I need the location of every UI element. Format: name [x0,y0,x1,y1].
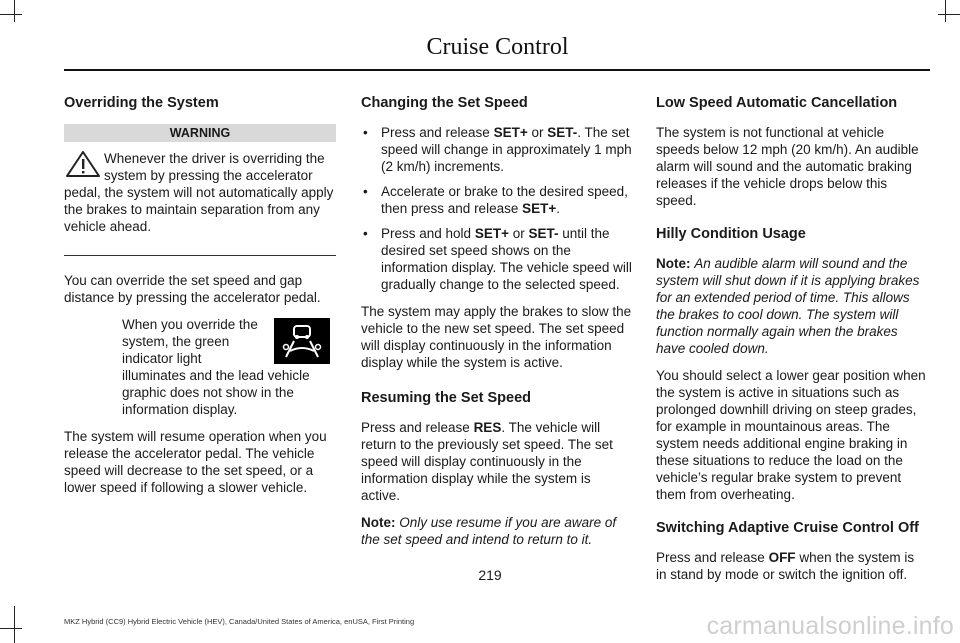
paragraph: The system is not functional at vehicle speeds below 12 mph (20 km/h). An audible alarm will sound and the automatic braking releases if the vehicle drops below this speed. [656,125,919,208]
note [361,514,633,548]
note [656,255,928,357]
paragraph: When you override the system, the green indicator light illuminates and the lead vehicle graphic does not show in the information display. [122,317,310,417]
column-1 [64,94,336,506]
crop-mark [0,628,22,629]
crop-mark [945,0,946,22]
edition-footer: MKZ Hybrid (CC9) Hybrid Electric Vehicle (HEV), Canada/United States of America, enUSA, First Printing [64,617,415,626]
button-label: OFF [768,550,796,565]
section-heading: Resuming the Set Speed [361,390,532,406]
section-heading: Hilly Condition Usage [656,226,806,242]
paragraph: The system may apply the brakes to slow the vehicle to the new set speed. The set speed will display continuously in the information display while the system is active. [361,304,632,370]
list-item [361,124,633,175]
header-rule [64,69,930,71]
button-label: SET+ [493,125,528,140]
watermark: carmanualsonline.info [706,612,954,640]
paragraph-text: when the system is in stand by mode or switch the ignition off. [656,550,915,582]
button-label: RES [473,420,502,435]
list-item [361,183,633,217]
bullet-text: or [508,226,529,241]
bullet-text: . The set speed will change in approximately 1 mph (2 km/h) increments. [381,125,632,174]
page-number: 219 [478,567,502,583]
crop-mark [0,14,22,15]
paragraph-text: Press and release [656,550,769,565]
paragraph-text: . The vehicle will return to the previously set speed. The set speed will display continuously in the information display while the system is active. [361,420,613,503]
bullet-text: . [556,201,560,216]
bullet-list [361,124,633,293]
warning-label: WARNING [64,124,336,142]
section-heading: Changing the Set Speed [361,95,528,111]
warning-box [64,150,336,245]
paragraph: The system will resume operation when you release the accelerator pedal. The vehicle speed will decrease to the set speed, or a lower speed if following a slower vehicle. [64,429,327,495]
column-2 [361,94,633,558]
list-item [361,225,633,293]
note-label: Note: [361,515,396,530]
warning-triangle-icon [64,150,102,178]
section-heading: Switching Adaptive Cruise Control Off [656,520,919,536]
button-label: SET+ [474,226,509,241]
crop-mark [938,14,960,15]
column-3 [656,94,928,593]
warning-divider [64,255,336,256]
button-label: SET+ [522,201,557,216]
bullet-text: Press and release [381,125,494,140]
paragraph [361,419,633,504]
note-label: Note: [656,256,691,271]
bullet-text: or [527,125,548,140]
bullet-text: Accelerate or brake to the desired speed, then press and release [381,184,628,216]
page-title: Cruise Control [426,34,569,60]
warning-text: Whenever the driver is overriding the system by pressing the accelerator pedal, the system will not automatically apply the brakes to maintain separation from any vehicle ahead. [64,151,334,234]
section-heading: Low Speed Automatic Cancellation [656,95,898,111]
paragraph-text: Press and release [361,420,474,435]
section-heading: Overriding the System [64,95,219,111]
bullet-text: Press and hold [381,226,475,241]
crop-mark [14,606,15,643]
paragraph: You can override the set speed and gap distance by pressing the accelerator pedal. [64,273,321,305]
adaptive-cruise-indicator-icon [274,318,330,364]
button-label: SET- [528,226,559,241]
note-text: Only use resume if you are aware of the set speed and intend to return to it. [361,515,617,547]
crop-mark [14,0,15,22]
note-text: An audible alarm will sound and the system will shut down if it is applying brakes for an extended period of time. This allows the brakes to cool down. The system will function normally again when the brakes have cooled down. [656,256,920,356]
bullet-text: until the desired set speed shows on the information display. The vehicle speed will gradually change to the selected speed. [381,226,632,292]
button-label: SET- [547,125,578,140]
paragraph: You should select a lower gear position when the system is active in situations such as prolonged downhill driving on steep grades, for example in mountainous areas. The system needs additional engine braking in these situations to reduce the load on the vehicle’s regular brake system to prevent them from overheating. [656,368,926,502]
paragraph [656,549,928,583]
